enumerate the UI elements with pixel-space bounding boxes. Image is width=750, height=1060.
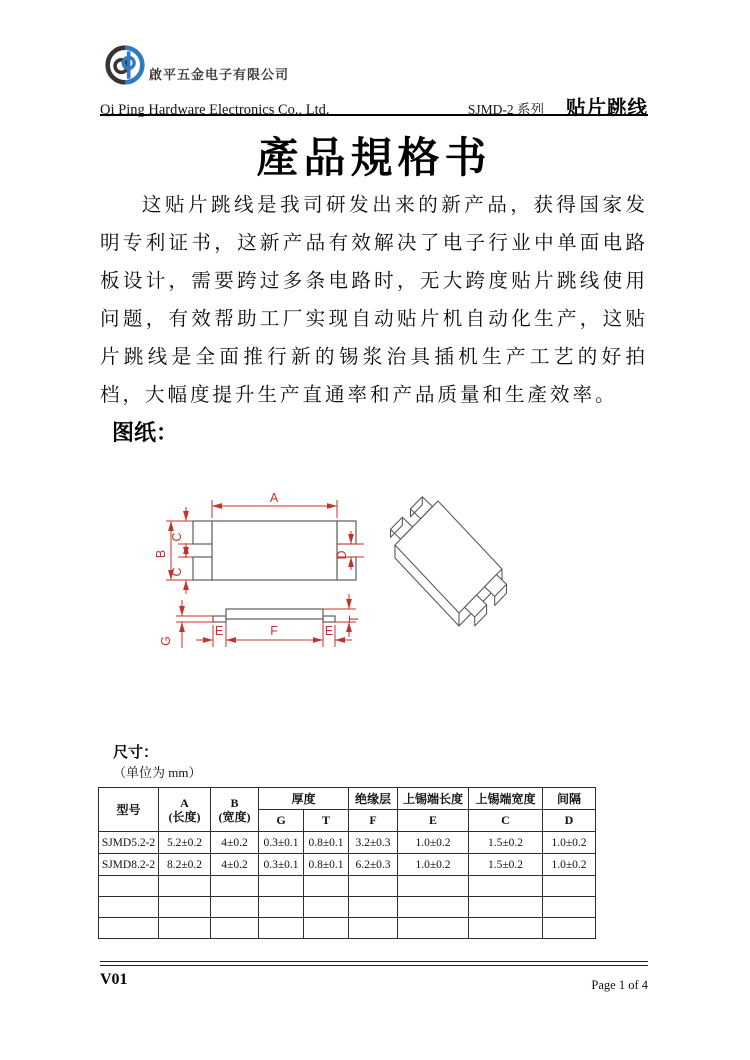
isometric-view [391, 497, 507, 626]
unit-note: （单位为 mm） [113, 765, 202, 780]
cell-d: 1.0±0.2 [543, 854, 596, 876]
company-logo-icon [104, 44, 146, 86]
cell-e: 1.0±0.2 [398, 854, 469, 876]
header-row-1 [99, 788, 596, 810]
col-header-gap: 间隔 [543, 788, 596, 810]
cell-a: 8.2±0.2 [159, 854, 211, 876]
col-header-g: G [259, 810, 304, 832]
cell-f: 3.2±0.3 [349, 832, 398, 854]
specs-table [98, 787, 596, 939]
col-header-a [159, 788, 211, 832]
cell-g: 0.3±0.1 [259, 832, 304, 854]
series-label: SJMD-2 系列 [467, 102, 544, 117]
dim-label-t: T [347, 615, 361, 623]
dim-label-d: D [335, 550, 349, 560]
col-header-b-sub: (宽度) [218, 809, 251, 824]
col-header-tin-end-length: 上锡端长度 [398, 788, 469, 810]
cell-b: 4±0.2 [211, 854, 259, 876]
empty-table-row [99, 876, 596, 897]
page-number: Page 1 of 4 [591, 978, 648, 992]
cell-a: 5.2±0.2 [159, 832, 211, 854]
technical-drawing [140, 470, 600, 690]
cell-g: 0.3±0.1 [259, 854, 304, 876]
col-header-e: E [398, 810, 469, 832]
technical-drawing-svg [140, 470, 600, 690]
product-name: 贴片跳线 [565, 97, 648, 119]
top-view-outline [193, 521, 356, 580]
dim-label-a: A [269, 491, 279, 505]
footer-divider [100, 961, 648, 966]
col-header-model: 型号 [99, 788, 159, 832]
intro-paragraph: 这贴片跳线是我司研发出来的新产品，获得国家发明专利证书，这新产品有效解决了电子行业中单面电路板设计，需要跨过多条电路时，无大跨度贴片跳线使用问题，有效帮助工厂实现自动贴片机自动化生产，这贴片跳线是全面推行新的锡浆治具插机生产工艺的好拍档，大幅度提升生产直通率和产品质量和生產效率。 [100, 195, 648, 406]
cell-model: SJMD8.2-2 [99, 854, 159, 876]
cell-t: 0.8±0.1 [304, 854, 349, 876]
dim-label-f: F [270, 624, 278, 638]
col-header-b-letter: B [230, 795, 239, 810]
size-section-label: 尺寸： [113, 745, 159, 761]
table-row [99, 832, 596, 854]
col-header-f: F [349, 810, 398, 832]
page-title: 產品規格书 [256, 134, 492, 181]
dim-label-c-top: C [170, 532, 184, 542]
col-header-a-letter: A [180, 795, 189, 810]
drawing-section-label: 图纸： [112, 420, 179, 445]
col-header-thickness: 厚度 [259, 788, 349, 810]
company-name-cn: 啟平五金电子有限公司 [149, 67, 290, 82]
dim-label-b: B [154, 549, 168, 559]
cell-e: 1.0±0.2 [398, 832, 469, 854]
dim-label-e-right: E [324, 624, 334, 638]
cell-c: 1.5±0.2 [469, 854, 543, 876]
col-header-b [211, 788, 259, 832]
cell-t: 0.8±0.1 [304, 832, 349, 854]
dim-label-c-bottom: C [170, 567, 184, 577]
side-view-outline [213, 609, 335, 622]
col-header-t: T [304, 810, 349, 832]
col-header-insulation: 绝缘层 [349, 788, 398, 810]
cell-d: 1.0±0.2 [543, 832, 596, 854]
cell-model: SJMD5.2-2 [99, 832, 159, 854]
cell-f: 6.2±0.3 [349, 854, 398, 876]
header-divider [100, 114, 648, 116]
dim-label-g: G [159, 636, 173, 646]
col-header-c: C [469, 810, 543, 832]
col-header-a-sub: (长度) [168, 809, 201, 824]
company-name-en: Qi Ping Hardware Electronics Co., Ltd. [100, 102, 330, 118]
cell-b: 4±0.2 [211, 832, 259, 854]
col-header-d: D [543, 810, 596, 832]
empty-table-row [99, 897, 596, 918]
empty-table-row [99, 918, 596, 939]
dim-label-e-left: E [214, 624, 224, 638]
cell-c: 1.5±0.2 [469, 832, 543, 854]
version-label: V01 [100, 971, 128, 988]
header-brand [104, 44, 289, 86]
col-header-tin-end-width: 上锡端宽度 [469, 788, 543, 810]
table-row [99, 854, 596, 876]
